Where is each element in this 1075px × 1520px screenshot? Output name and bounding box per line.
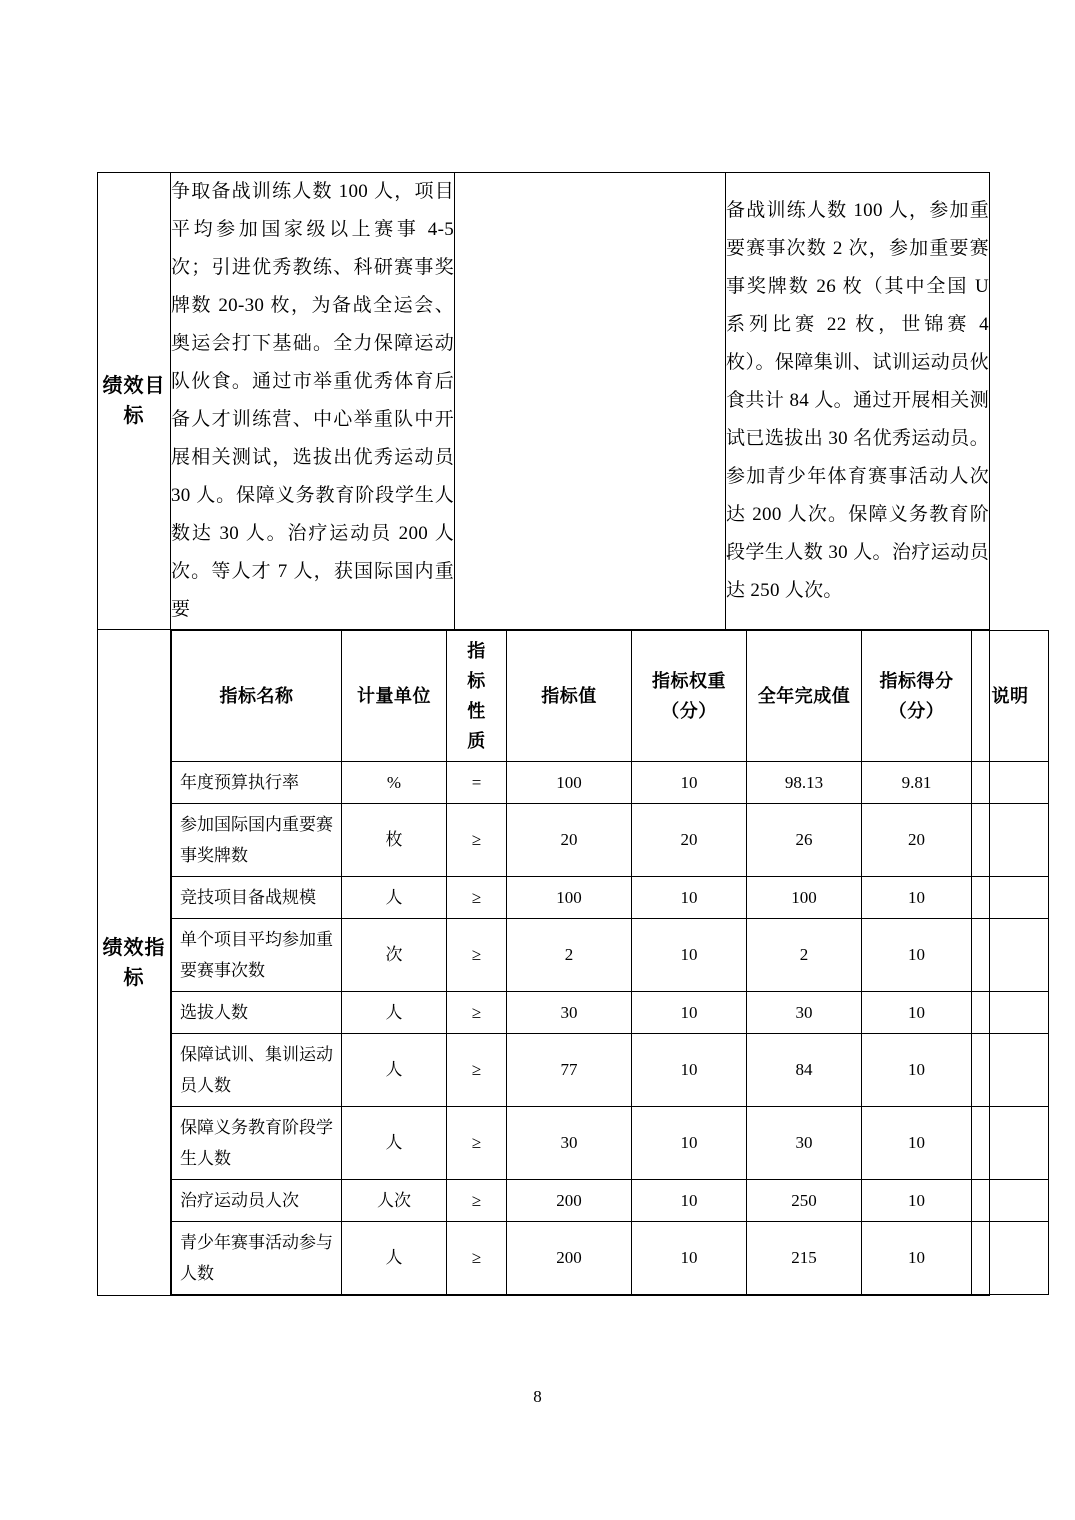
cell-unit: 人: [342, 877, 447, 919]
cell-completed: 2: [747, 919, 862, 992]
goal-left-cell: [171, 173, 455, 630]
cell-score: 10: [862, 1107, 972, 1180]
cell-value: 200: [507, 1222, 632, 1295]
goal-label-cell: [98, 173, 171, 630]
cell-weight: 10: [632, 1034, 747, 1107]
cell-weight: 10: [632, 877, 747, 919]
cell-name: 竞技项目备战规模: [172, 877, 342, 919]
header-weight: [632, 631, 747, 762]
indicator-row: [98, 630, 990, 1296]
page-number: 8: [533, 1387, 542, 1406]
cell-completed: 250: [747, 1180, 862, 1222]
cell-note: [972, 1222, 1049, 1295]
cell-weight: 10: [632, 762, 747, 804]
cell-weight: 10: [632, 992, 747, 1034]
cell-name: 青少年赛事活动参与人数: [172, 1222, 342, 1295]
cell-name: 选拔人数: [172, 992, 342, 1034]
table-row: [172, 1222, 1049, 1295]
goal-row: [98, 173, 990, 630]
cell-note: [972, 919, 1049, 992]
cell-nature: ≥: [447, 1034, 507, 1107]
cell-unit: 人: [342, 1107, 447, 1180]
cell-value: 200: [507, 1180, 632, 1222]
cell-note: [972, 1107, 1049, 1180]
header-completed-text: 全年完成值: [757, 686, 851, 706]
cell-nature: ≥: [447, 804, 507, 877]
cell-name: 保障试训、集训运动员人数: [172, 1034, 342, 1107]
cell-note: [972, 1034, 1049, 1107]
table-row: [172, 919, 1049, 992]
cell-note: [972, 762, 1049, 804]
cell-score: 10: [862, 877, 972, 919]
header-completed: [747, 631, 862, 762]
header-score-line1: 指标得分: [879, 671, 954, 691]
header-unit: 计量单位: [342, 631, 447, 762]
header-score-line2: （分）: [888, 701, 945, 721]
cell-unit: 次: [342, 919, 447, 992]
cell-unit: 人: [342, 1034, 447, 1107]
cell-completed: 84: [747, 1034, 862, 1107]
cell-unit: 人次: [342, 1180, 447, 1222]
table-row: [172, 1034, 1049, 1107]
indicator-table: [171, 630, 1049, 1295]
cell-score: 10: [862, 919, 972, 992]
cell-completed: 98.13: [747, 762, 862, 804]
cell-value: 20: [507, 804, 632, 877]
cell-score: 20: [862, 804, 972, 877]
header-weight-line1: 指标权重: [652, 671, 726, 691]
table-row: [172, 1180, 1049, 1222]
cell-note: [972, 992, 1049, 1034]
cell-nature: ≥: [447, 877, 507, 919]
cell-score: 10: [862, 992, 972, 1034]
cell-completed: 26: [747, 804, 862, 877]
cell-nature: ≥: [447, 1222, 507, 1295]
cell-weight: 10: [632, 1222, 747, 1295]
goal-middle-cell: [455, 173, 726, 630]
cell-value: 2: [507, 919, 632, 992]
indicator-table-cell: [171, 630, 1029, 1296]
cell-name: 参加国际国内重要赛事奖牌数: [172, 804, 342, 877]
table-row: [172, 992, 1049, 1034]
header-nature: [447, 631, 507, 762]
cell-value: 30: [507, 1107, 632, 1180]
cell-note: [972, 1180, 1049, 1222]
cell-value: 100: [507, 762, 632, 804]
cell-completed: 100: [747, 877, 862, 919]
cell-nature: ≥: [447, 992, 507, 1034]
cell-value: 30: [507, 992, 632, 1034]
table-row: [172, 762, 1049, 804]
table-row: [172, 804, 1049, 877]
cell-nature: ≥: [447, 1180, 507, 1222]
cell-name: 年度预算执行率: [172, 762, 342, 804]
cell-nature: ≥: [447, 1107, 507, 1180]
cell-unit: 人: [342, 1222, 447, 1295]
header-value: 指标值: [507, 631, 632, 762]
goal-label-text: 绩效目标: [102, 375, 166, 427]
cell-name: 治疗运动员人次: [172, 1180, 342, 1222]
cell-weight: 10: [632, 919, 747, 992]
cell-nature: ≥: [447, 919, 507, 992]
indicator-label-cell: [98, 630, 171, 1296]
table-row: [172, 877, 1049, 919]
cell-value: 77: [507, 1034, 632, 1107]
cell-weight: 10: [632, 1107, 747, 1180]
cell-name: 保障义务教育阶段学生人数: [172, 1107, 342, 1180]
cell-completed: 215: [747, 1222, 862, 1295]
header-note: 说明: [972, 631, 1049, 762]
cell-completed: 30: [747, 1107, 862, 1180]
header-weight-line2: （分）: [661, 701, 717, 721]
cell-score: 9.81: [862, 762, 972, 804]
cell-unit: %: [342, 762, 447, 804]
cell-completed: 30: [747, 992, 862, 1034]
cell-nature: =: [447, 762, 507, 804]
cell-weight: 20: [632, 804, 747, 877]
cell-score: 10: [862, 1034, 972, 1107]
cell-note: [972, 804, 1049, 877]
goal-right-cell: [726, 173, 990, 630]
goal-right-text: 备战训练人数 100 人，参加重要赛事次数 2 次，参加重要赛事奖牌数 26 枚（其中全国 U 系列比赛 22 枚，世锦赛 4 枚）。保障集训、试训运动员伙食共计 84 人。通过开展相关测试已选拔出 30 名优秀运动员。参加青少年体育赛事活动人次达 200 人次。保障义务教育阶段学生人数 30 人。治疗运动员达 250 人次。: [726, 200, 989, 601]
table-row: [172, 1107, 1049, 1180]
indicator-label-text: 绩效指标: [102, 936, 166, 989]
cell-score: 10: [862, 1180, 972, 1222]
cell-unit: 枚: [342, 804, 447, 877]
cell-score: 10: [862, 1222, 972, 1295]
cell-unit: 人: [342, 992, 447, 1034]
header-score: [862, 631, 972, 762]
header-nature-text: 指标性质: [467, 641, 486, 751]
performance-table-container: [97, 172, 1029, 1296]
indicator-header-row: [172, 631, 1049, 762]
cell-value: 100: [507, 877, 632, 919]
goal-left-text: 争取备战训练人数 100 人，项目平均参加国家级以上赛事 4-5 次；引进优秀教练、科研赛事奖牌数 20-30 枚，为备战全运会、奥运会打下基础。全力保障运动队伙食。通过市举重优秀体育后备人才训练营、中心举重队中开展相关测试，选拔出优秀运动员 30 人。保障义务教育阶段学生人数达 30 人。治疗运动员 200 人次。等人才 7 人，获国际国内重要: [171, 181, 454, 620]
cell-name: 单个项目平均参加重要赛事次数: [172, 919, 342, 992]
cell-weight: 10: [632, 1180, 747, 1222]
performance-table: [97, 172, 1029, 1296]
cell-note: [972, 877, 1049, 919]
header-name: 指标名称: [172, 631, 342, 762]
